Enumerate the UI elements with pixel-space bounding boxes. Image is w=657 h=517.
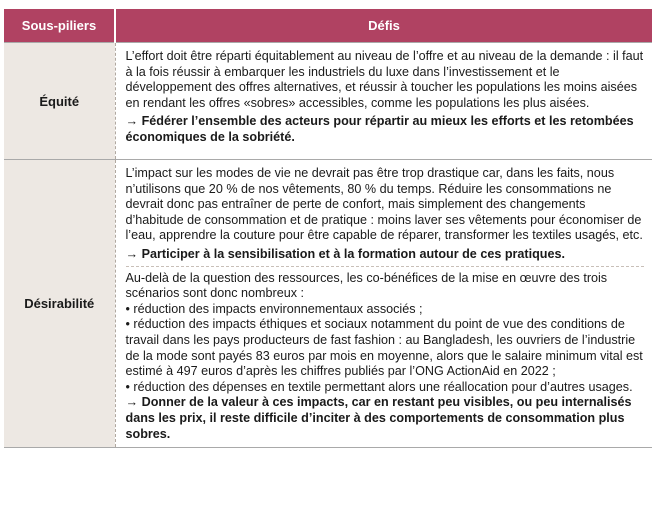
row-label-equite: Équité xyxy=(4,43,115,160)
paragraph: Au-delà de la question des ressources, les co-bénéfices de la mise en œuvre des trois scénarios sont donc nombreux : xyxy=(125,270,608,301)
bullet-item: • réduction des dépenses en textile permettant alors une réallocation pour d’autres usages. xyxy=(125,379,633,394)
header-sous-piliers: Sous-piliers xyxy=(4,9,115,43)
row-content-equite xyxy=(115,43,652,160)
row-content-desirabilite xyxy=(115,160,652,448)
header-defis: Défis xyxy=(115,9,652,43)
conclusion-text: → Fédérer l’ensemble des acteurs pour répartir au mieux les efforts et les retombées économiques de la sobriété. xyxy=(125,114,634,144)
row-label-desirabilite: Désirabilité xyxy=(4,160,115,448)
paragraph: L’effort doit être réparti équitablement au niveau de l’offre et au niveau de la demande : il faut à la fois réussir à embarquer les industriels du luxe dans l’investissement et le développement des offres alternatives, et réussir à toucher les populations les moins aisées en rendant les offres «sobres» accessibles, comme les populations les plus aisées. xyxy=(125,49,644,110)
table-row xyxy=(4,43,652,160)
table-row xyxy=(4,160,652,448)
conclusion-text: → Participer à la sensibilisation et à la formation autour de ces pratiques. xyxy=(125,246,566,261)
divider xyxy=(126,266,645,267)
conclusion-text: → Donner de la valeur à ces impacts, car en restant peu visibles, ou peu internalisés dans les prix, il reste difficile d’inciter à des comportements de consommation plus sobres. xyxy=(125,395,632,441)
challenges-table xyxy=(4,9,652,448)
bullet-item: • réduction des impacts éthiques et sociaux notamment du point de vue des conditions de travail dans les pays producteurs de fast fashion : au Bangladesh, les ouvriers de l’industrie de la mode sont payés 83 euros par mois en moyenne, alors que le salaire minimum vital est estimé à 497 euros d’après les chiffres publiés par l’ONG ActionAid en 2022 ; xyxy=(125,317,643,379)
bullet-item: • réduction des impacts environnementaux associés ; xyxy=(125,301,423,316)
paragraph: L’impact sur les modes de vie ne devrait pas être trop drastique car, dans les faits, nous n’utilisons que 20 % de nos vêtements, 80 % du temps. Réduire les consommations ne devrait donc pas entraîner de perte de confort, mais simplement des changements d’habitude de consommation et de pratique : moins laver ses vêtements pour économiser de l’eau, apprendre la couture pour être capable de réparer, transformer les textiles usagés, etc. xyxy=(125,166,643,243)
table-header-row xyxy=(4,9,652,43)
